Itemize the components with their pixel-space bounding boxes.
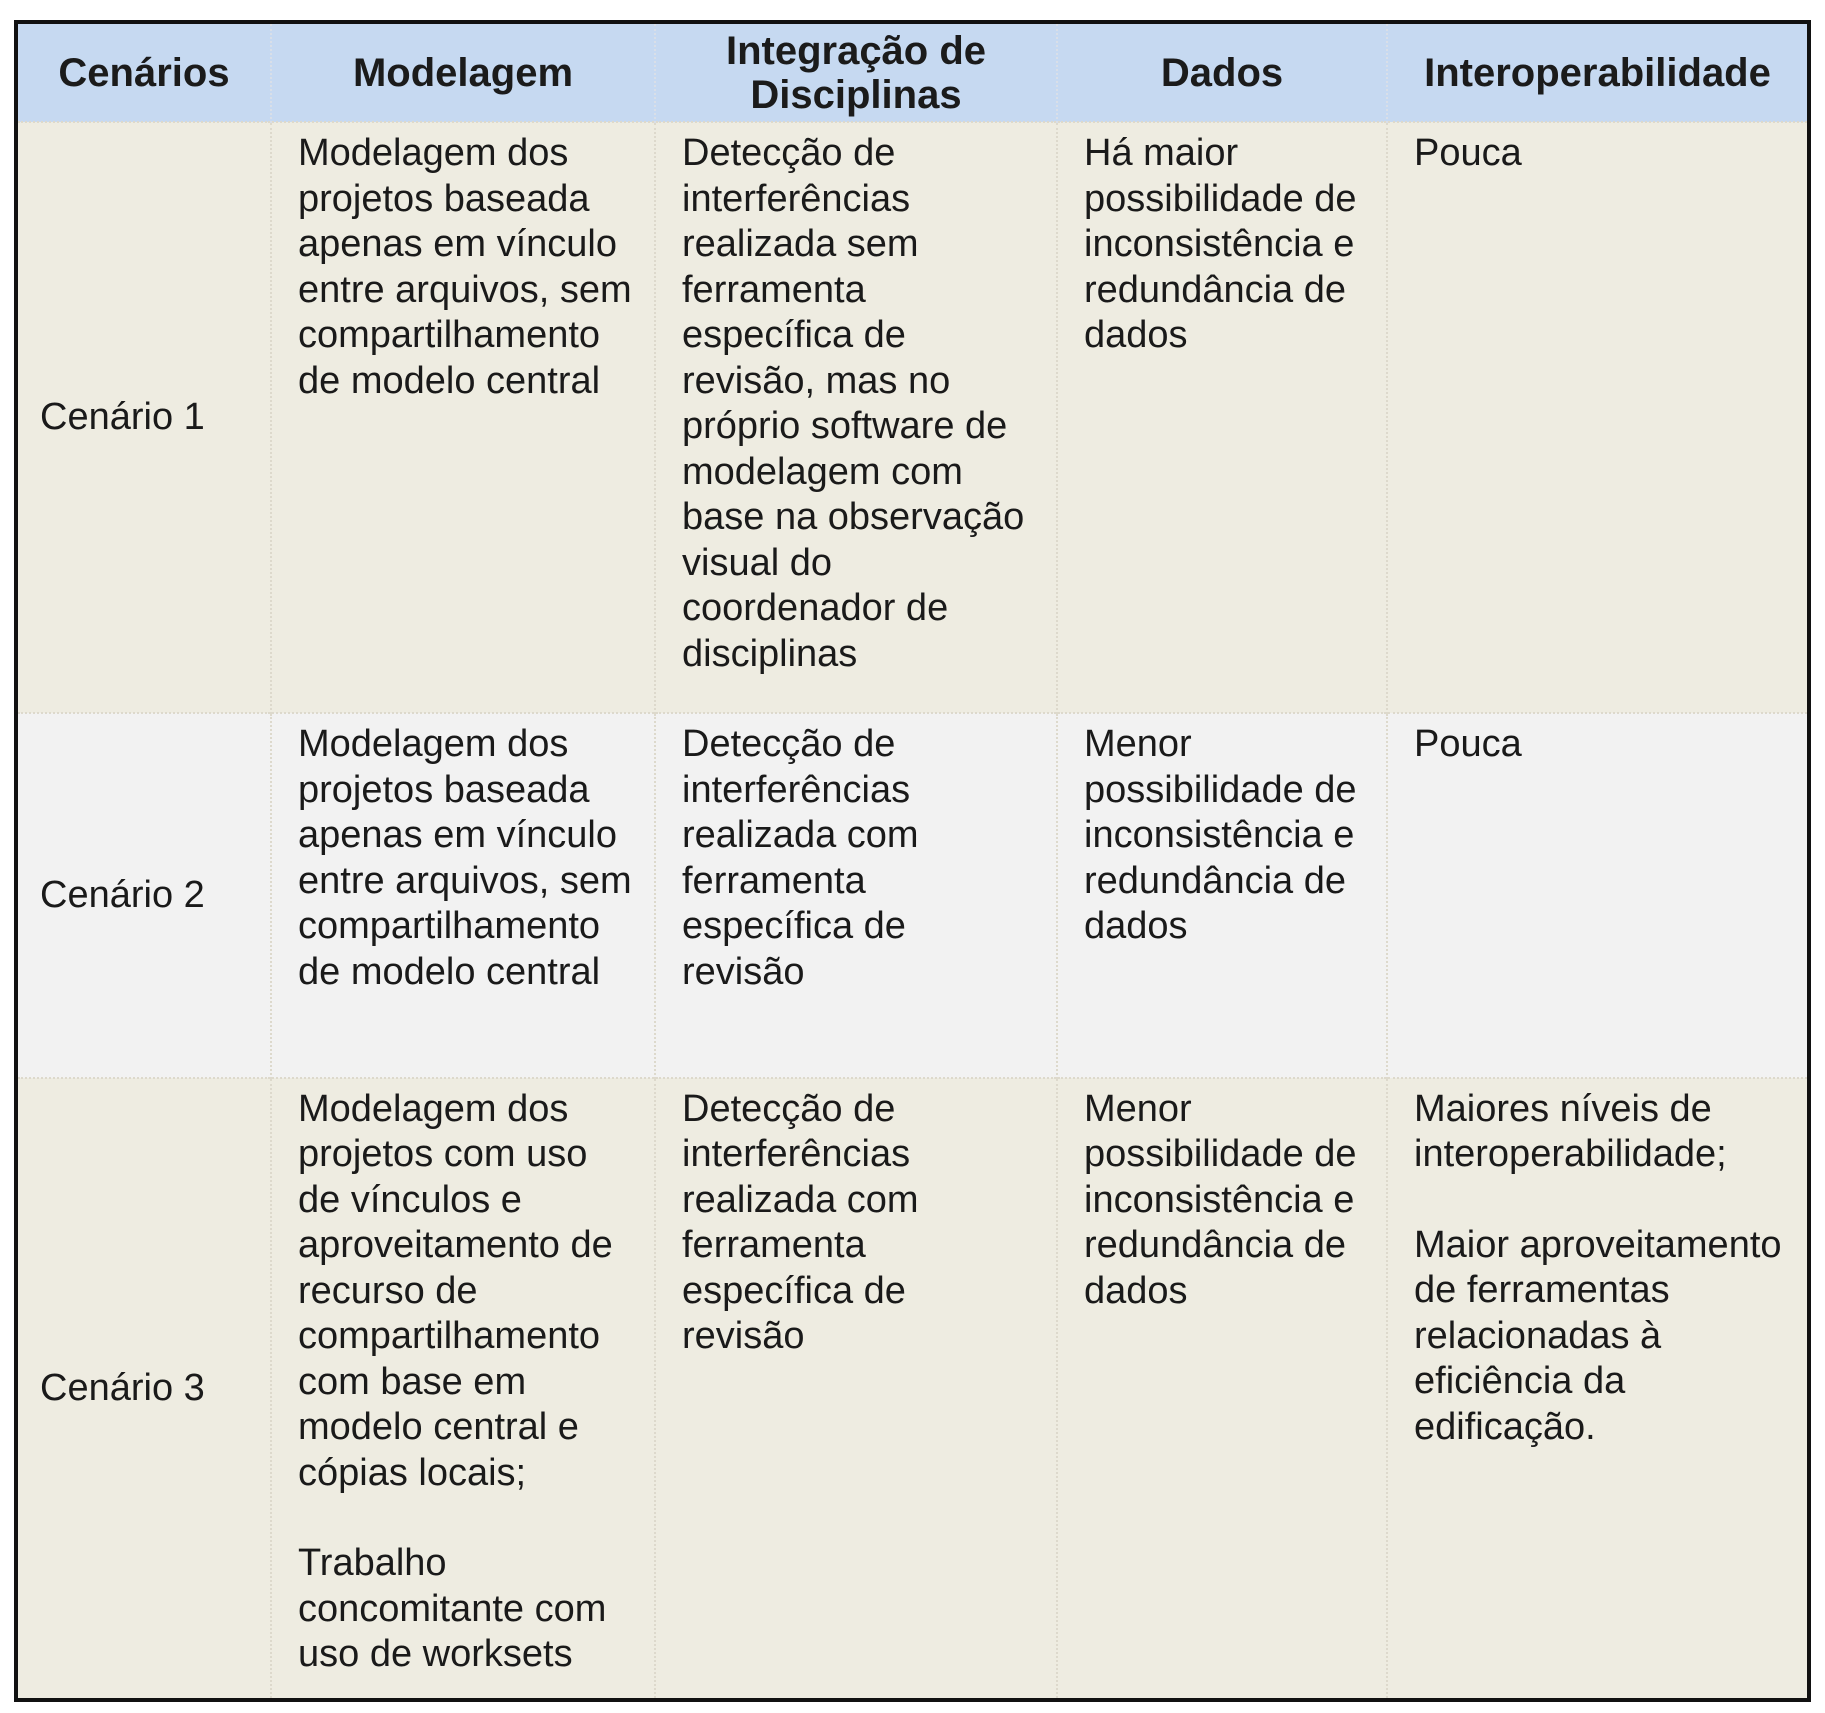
- table-row: [18, 713, 1807, 1077]
- cell-text: Trabalho concomitante com uso de worksets: [298, 1542, 607, 1676]
- cell-modelagem: [271, 713, 655, 1077]
- cell-integracao: [655, 122, 1057, 713]
- cell-text: Modelagem dos projetos baseada apenas em vínculo entre arquivos, sem compartilhamento de modelo central: [298, 723, 632, 993]
- cell-text: Maiores níveis de interoperabilidade;: [1414, 1087, 1727, 1176]
- cell-interoperabilidade: [1387, 713, 1807, 1077]
- header-dados: Dados: [1057, 24, 1387, 122]
- cell-text: Menor possibilidade de inconsistência e redundância de dados: [1084, 723, 1357, 948]
- table-row: [18, 122, 1807, 713]
- cell-interoperabilidade: [1387, 122, 1807, 713]
- cell-dados: [1057, 713, 1387, 1077]
- cell-text: Pouca: [1414, 723, 1522, 766]
- cell-dados: [1057, 1078, 1387, 1698]
- cell-text: Maior aproveitamento de ferramentas relacionadas à eficiência da edificação.: [1414, 1223, 1782, 1448]
- header-row: [18, 24, 1807, 122]
- header-interoperabilidade: Interoperabilidade: [1387, 24, 1807, 122]
- cell-modelagem: [271, 122, 655, 713]
- cell-text: Detecção de interferências realizada sem ferramenta específica de revisão, mas no próprio software de modelagem com base na observação visual do coordenador de disciplinas: [682, 132, 1025, 675]
- cell-text: Há maior possibilidade de inconsistência e redundância de dados: [1084, 132, 1357, 356]
- cell-integracao: [655, 1078, 1057, 1698]
- cell-text: Detecção de interferências realizada com ferramenta específica de revisão: [682, 723, 919, 993]
- cell-text: Modelagem dos projetos com uso de vínculos e aproveitamento de recurso de compartilhamento com base em modelo central e cópias locais;: [298, 1087, 613, 1494]
- comparison-table: [18, 24, 1807, 1698]
- cell-dados: [1057, 122, 1387, 713]
- cell-modelagem: [271, 1078, 655, 1698]
- cell-text: Menor possibilidade de inconsistência e redundância de dados: [1084, 1087, 1357, 1312]
- header-integracao: Integração de Disciplinas: [655, 24, 1057, 122]
- cell-text: Pouca: [1414, 132, 1522, 174]
- cell-cenario: Cenário 1: [18, 122, 271, 713]
- header-modelagem: Modelagem: [271, 24, 655, 122]
- cell-text: Detecção de interferências realizada com ferramenta específica de revisão: [682, 1087, 919, 1358]
- scenarios-table: [14, 20, 1811, 1702]
- cell-cenario: Cenário 3: [18, 1078, 271, 1698]
- cell-text: Modelagem dos projetos baseada apenas em vínculo entre arquivos, sem compartilhamento de modelo central: [298, 132, 632, 402]
- cell-cenario: Cenário 2: [18, 713, 271, 1077]
- cell-integracao: [655, 713, 1057, 1077]
- header-cenarios: Cenários: [18, 24, 271, 122]
- table-row: [18, 1078, 1807, 1698]
- cell-interoperabilidade: [1387, 1078, 1807, 1698]
